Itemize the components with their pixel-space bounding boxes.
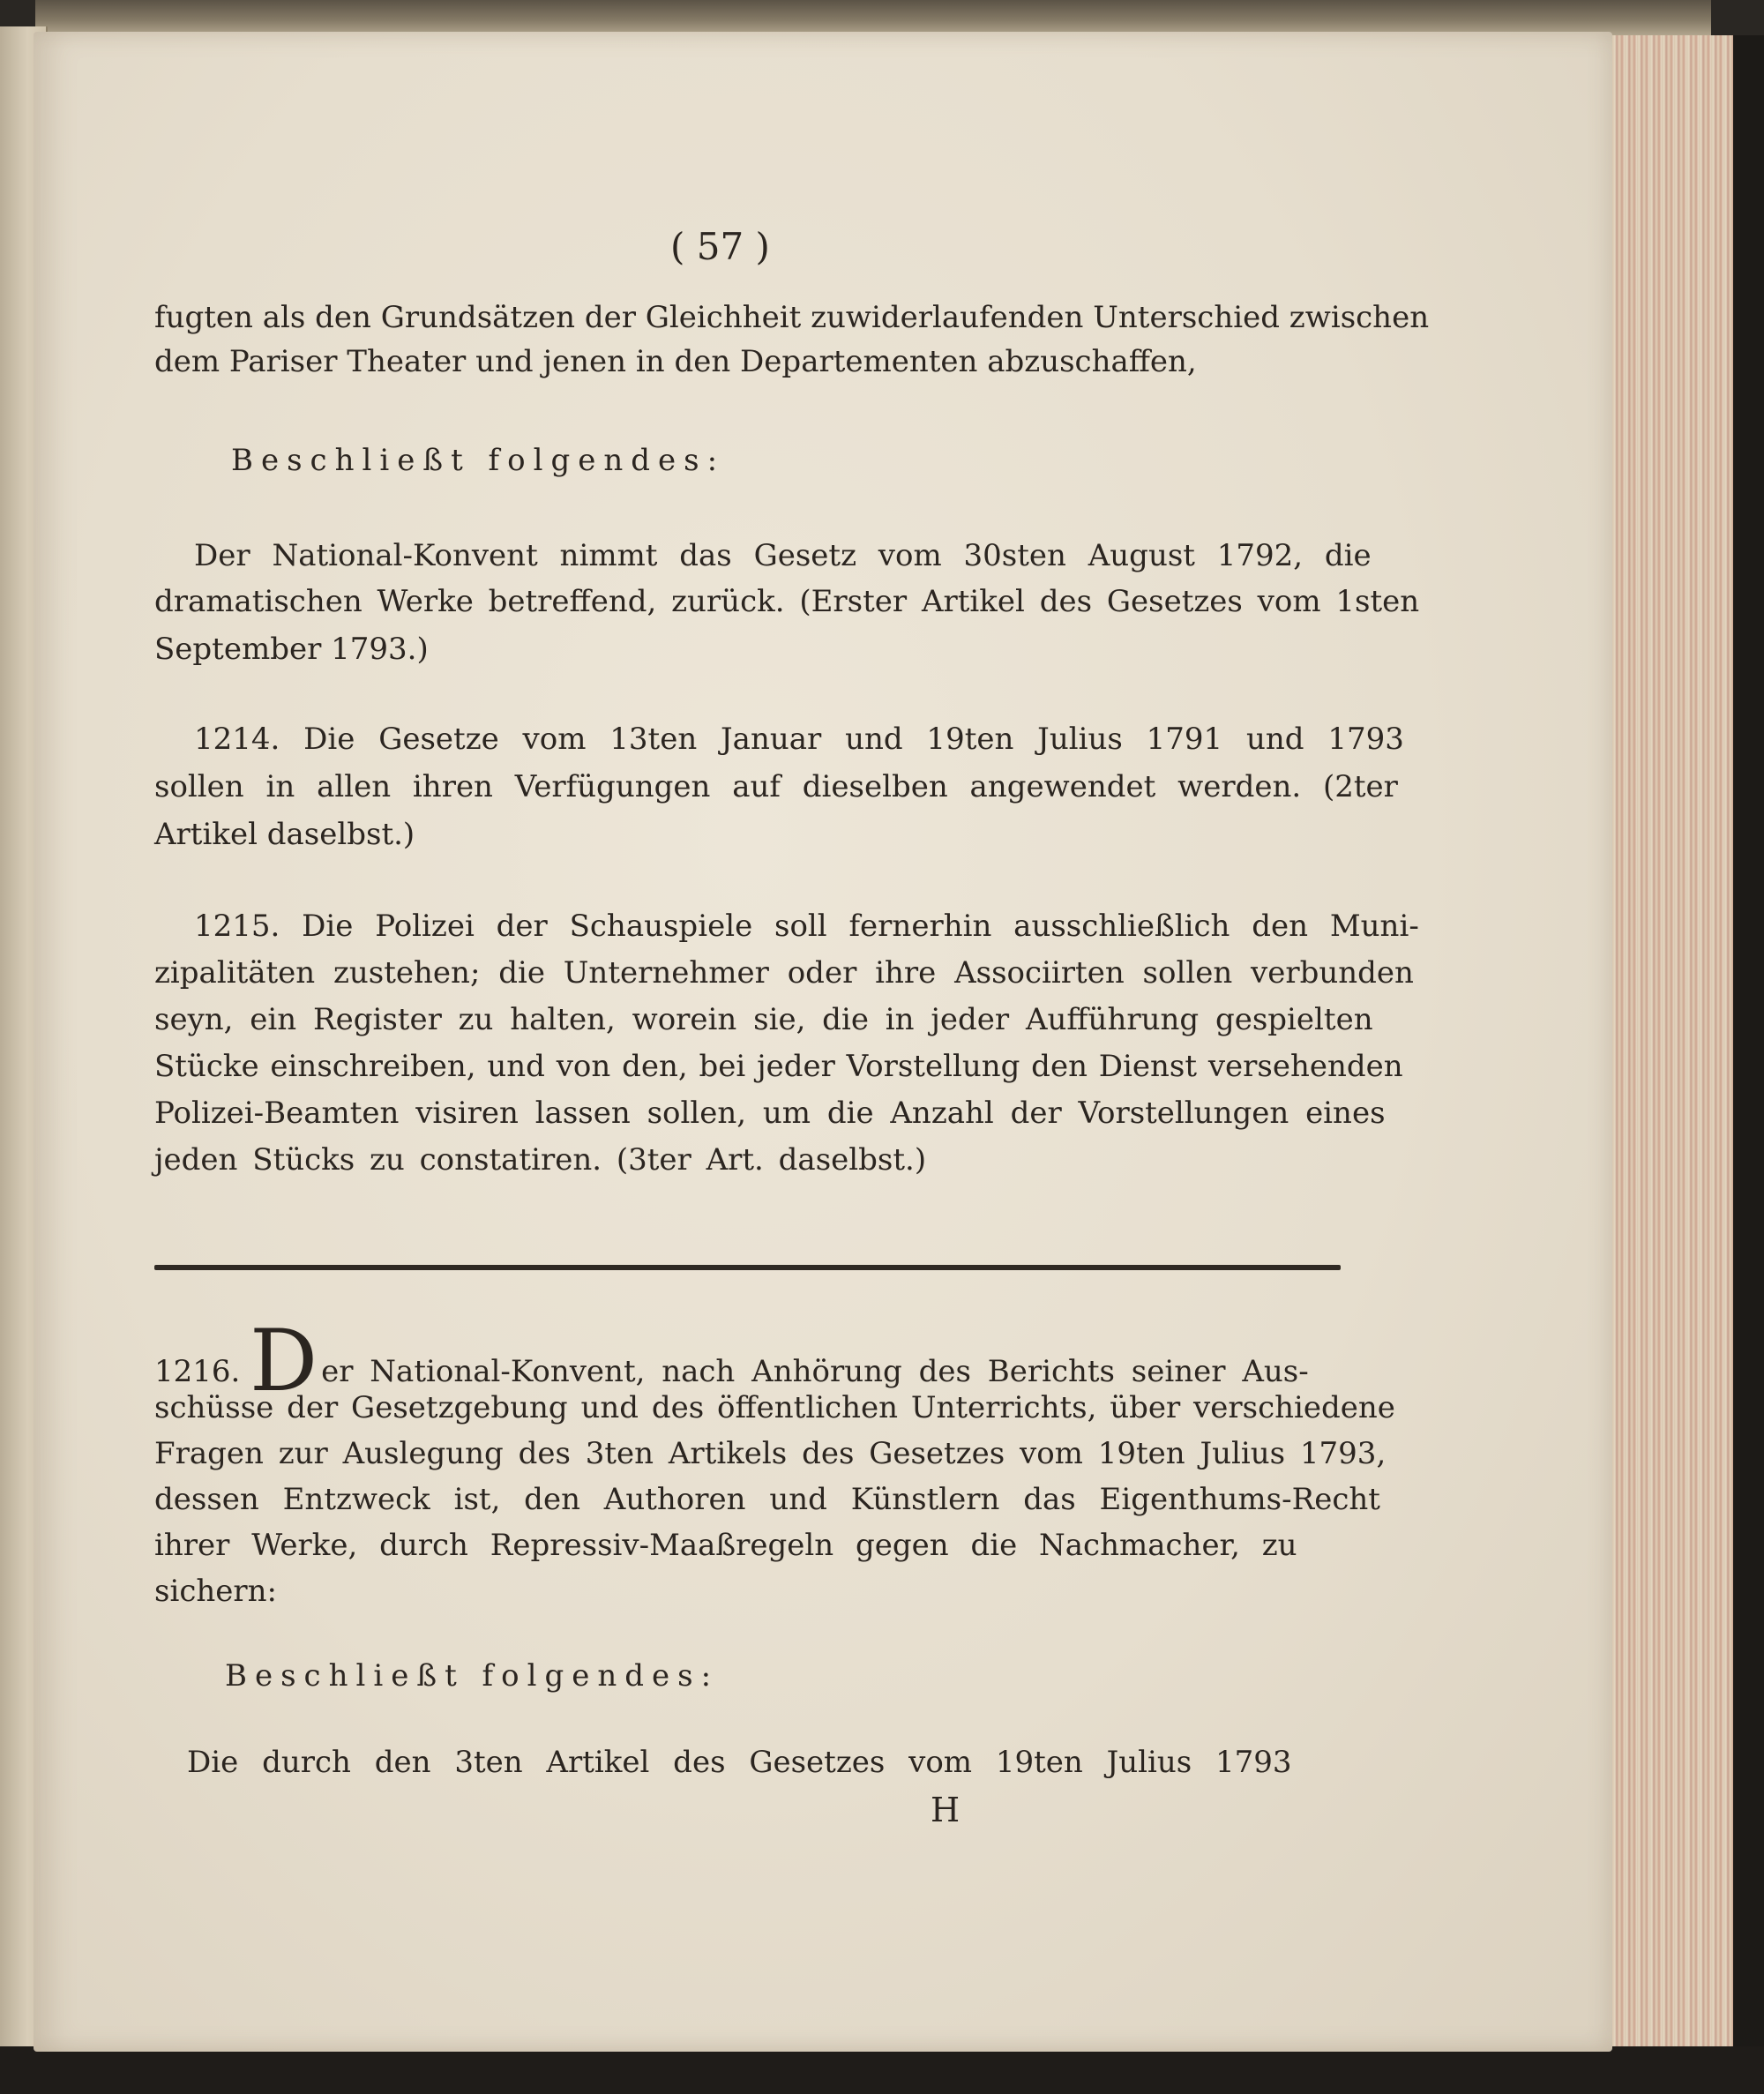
drop-cap: D	[250, 1312, 318, 1410]
article-1214-line-1: 1214. Die Gesetze vom 13ten Januar und 19ten Julius 1791 und 1793	[194, 722, 1404, 757]
decree-2-line-1: Die durch den 3ten Artikel des Gesetzes vom 19ten Julius 1793	[187, 1745, 1292, 1780]
background-bottom	[0, 2046, 1764, 2094]
signature-mark: H	[931, 1791, 960, 1829]
article-1216-number: 1216.	[154, 1354, 241, 1389]
article-1216-line-3: Fragen zur Auslegung des 3ten Artikels des Gesetzes vom 19ten Julius 1793,	[154, 1436, 1387, 1471]
decree-1-line-2: dramatischen Werke betreffend, zurück. (Erster Artikel des Gesetzes vom 1sten	[154, 584, 1420, 619]
decree-heading-2: Beschließt folgendes:	[225, 1658, 720, 1694]
article-1215-line-5: Polizei-Beamten visiren lassen sollen, um die Anzahl der Vorstellungen eines	[154, 1096, 1386, 1131]
intro-line-1: fugten als den Grundsätzen der Gleichheit zuwiderlaufenden Unterschied zwischen	[154, 300, 1430, 335]
article-1216-line-6: sichern:	[154, 1574, 277, 1609]
decree-heading-1: Beschließt folgendes:	[231, 443, 726, 478]
article-1215-line-3: seyn, ein Register zu halten, worein sie, die in jeder Aufführung gespielten	[154, 1002, 1373, 1037]
article-1214-line-2: sollen in allen ihren Verfügungen auf dieselben angewendet werden. (2ter	[154, 769, 1398, 804]
page-number: ( 57 )	[670, 225, 770, 268]
page-edge-shadow	[1733, 35, 1764, 2094]
article-1216-line-2: schüsse der Gesetzgebung und des öffentlichen Unterrichts, über verschiedene	[154, 1390, 1395, 1425]
intro-line-2: dem Pariser Theater und jenen in den Departementen abzuschaffen,	[154, 344, 1197, 379]
decree-1-line-1: Der National-Konvent nimmt das Gesetz vom 30sten August 1792, die	[194, 538, 1372, 573]
article-1215-line-6: jeden Stücks zu constatiren. (3ter Art. daselbst.)	[154, 1142, 927, 1178]
article-1216-first-line: er National-Konvent, nach Anhörung des Berichts seiner Aus-	[321, 1354, 1309, 1389]
article-1216-line-4: dessen Entzweck ist, den Authoren und Künstlern das Eigenthums-Recht	[154, 1482, 1380, 1517]
article-1215-line-4: Stücke einschreiben, und von den, bei jeder Vorstellung den Dienst versehenden	[154, 1049, 1403, 1084]
decree-1-line-3: September 1793.)	[154, 632, 429, 667]
article-1214-line-3: Artikel daselbst.)	[154, 817, 415, 852]
article-1215-line-1: 1215. Die Polizei der Schauspiele soll fernerhin ausschließlich den Muni-	[194, 909, 1419, 944]
section-divider	[154, 1265, 1341, 1270]
article-1216-line-5: ihrer Werke, durch Repressiv-Maaßregeln gegen die Nachmacher, zu	[154, 1528, 1297, 1563]
article-1215-line-2: zipalitäten zustehen; die Unternehmer oder ihre Associirten sollen verbunden	[154, 955, 1414, 991]
